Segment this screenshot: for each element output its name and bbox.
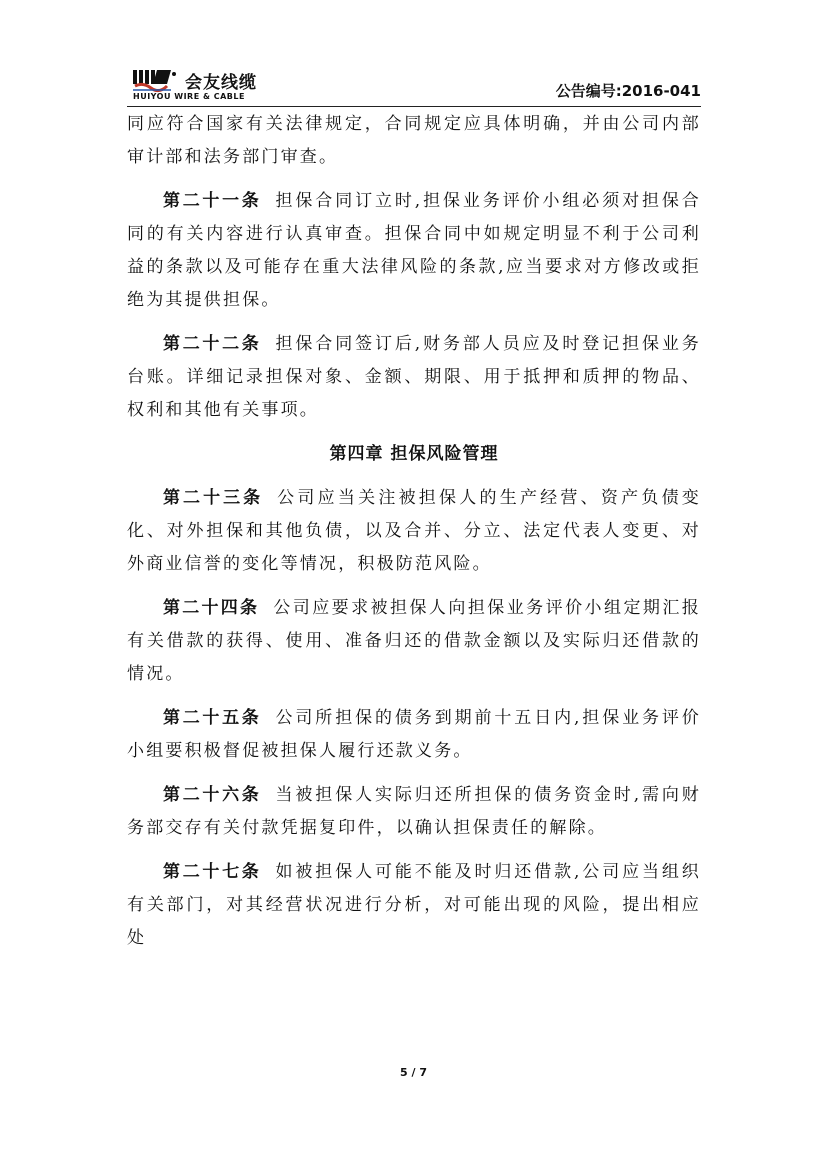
article-text: 公司应当关注被担保人的生产经营、资产负债变化、对外担保和其他负债，以及合并、分立、法定代表人变更、对外商业信誉的变化等情况，积极防范风险。 <box>127 488 702 574</box>
paragraph-text: 同应符合国家有关法律规定，合同规定应具体明确，并由公司内部审计部和法务部门审查。 <box>127 114 701 167</box>
article-text: 担保合同签订后,财务部人员应及时登记担保业务台账。详细记录担保对象、金额、期限、用于抵押和质押的物品、权利和其他有关事项。 <box>127 334 701 420</box>
article-number: 第二十五条 <box>163 708 262 728</box>
article-number: 第二十六条 <box>163 785 262 805</box>
article-22 <box>127 328 701 427</box>
article-27 <box>127 856 701 955</box>
page-number: 5 / 7 <box>400 1066 427 1079</box>
article-text: 如被担保人可能不能及时归还借款,公司应当组织有关部门，对其经营状况进行分析，对可能出现的风险，提出相应处 <box>127 862 701 948</box>
article-21 <box>127 185 701 317</box>
article-26 <box>127 779 701 845</box>
article-text: 公司应要求被担保人向担保业务评价小组定期汇报有关借款的获得、使用、准备归还的借款金额以及实际归还借款的情况。 <box>127 598 702 684</box>
notice-number: 公告编号:2016-041 <box>555 82 701 100</box>
article-number: 第二十三条 <box>163 488 264 508</box>
article-text: 公司所担保的债务到期前十五日内,担保业务评价小组要积极督促被担保人履行还款义务。 <box>127 708 701 761</box>
company-logo <box>131 66 331 102</box>
article-25 <box>127 702 701 768</box>
chapter-title: 第四章 担保风险管理 <box>329 444 499 464</box>
logo-chinese-name: 会友线缆 <box>185 73 257 93</box>
article-number: 第二十一条 <box>163 191 262 211</box>
article-text: 当被担保人实际归还所担保的债务资金时,需向财务部交存有关付款凭据复印件，以确认担保责任的解除。 <box>127 785 701 838</box>
page-header <box>127 64 701 107</box>
article-24 <box>127 592 701 691</box>
article-23 <box>127 482 701 581</box>
paragraph-continued <box>127 108 701 174</box>
document-body <box>127 108 701 955</box>
article-number: 第二十七条 <box>163 862 262 882</box>
logo-english-name: HUIYOU WIRE & CABLE <box>133 92 245 101</box>
article-number: 第二十二条 <box>163 334 262 354</box>
article-text: 担保合同订立时,担保业务评价小组必须对担保合同的有关内容进行认真审查。担保合同中如规定明显不利于公司利益的条款以及可能存在重大法律风险的条款,应当要求对方修改或拒绝为其提供担保。 <box>127 191 701 310</box>
article-number: 第二十四条 <box>163 598 260 618</box>
